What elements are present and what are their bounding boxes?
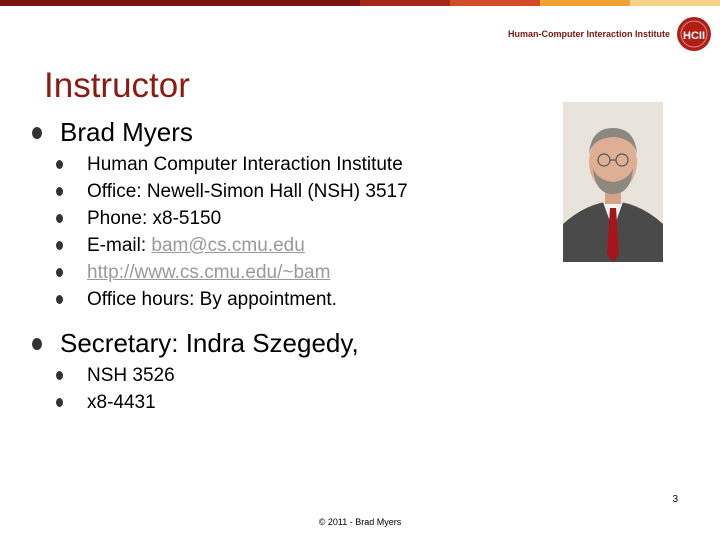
phone: Phone: x8-5150 [87, 207, 222, 229]
logo-badge-text: HCII [683, 30, 705, 42]
slide-title: Instructor [44, 66, 190, 105]
bullet-icon [56, 187, 63, 196]
footer-copyright: © 2011 - Brad Myers [318, 517, 402, 527]
bullet-icon [32, 127, 42, 139]
instructor-photo [563, 102, 663, 262]
hcii-logo [508, 12, 712, 56]
hcii-badge-icon [676, 16, 712, 52]
list-item [56, 205, 408, 232]
email-link[interactable]: bam@cs.cmu.edu [151, 234, 305, 256]
list-item [56, 389, 175, 416]
top-bar-segment [360, 0, 450, 6]
section-heading-instructor [32, 117, 193, 148]
list-item [56, 232, 408, 259]
top-bar-segment [630, 0, 720, 6]
bullet-icon [56, 160, 63, 169]
portrait-icon [563, 102, 663, 262]
secretary-office: NSH 3526 [87, 364, 175, 386]
top-color-bar [0, 0, 720, 6]
secretary-name: Secretary: Indra Szegedy, [60, 328, 359, 358]
instructor-details-list [56, 151, 408, 313]
secretary-phone: x8-4431 [87, 391, 156, 413]
secretary-details-list [56, 362, 175, 416]
instructor-name: Brad Myers [60, 117, 193, 147]
list-item [56, 178, 408, 205]
bullet-icon [56, 371, 63, 380]
bullet-icon [56, 241, 63, 250]
list-item [56, 151, 408, 178]
top-bar-segment [0, 0, 360, 6]
email-line [87, 235, 305, 257]
bullet-icon [56, 398, 63, 407]
list-item [56, 286, 408, 313]
top-bar-segment [540, 0, 630, 6]
email-label: E-mail: [87, 234, 152, 256]
list-item [56, 259, 408, 286]
list-item [56, 362, 175, 389]
page-number: 3 [672, 494, 678, 505]
office-hours: Office hours: By appointment. [87, 288, 337, 310]
homepage-link[interactable]: http://www.cs.cmu.edu/~bam [87, 261, 331, 283]
bullet-icon [56, 268, 63, 277]
section-heading-secretary [32, 328, 359, 359]
top-bar-segment [450, 0, 540, 6]
bullet-icon [56, 214, 63, 223]
bullet-icon [32, 338, 42, 350]
logo-text: Human-Computer Interaction Institute [507, 29, 670, 39]
bullet-icon [56, 295, 63, 304]
department: Human Computer Interaction Institute [87, 153, 403, 175]
office: Office: Newell-Simon Hall (NSH) 3517 [87, 180, 408, 202]
